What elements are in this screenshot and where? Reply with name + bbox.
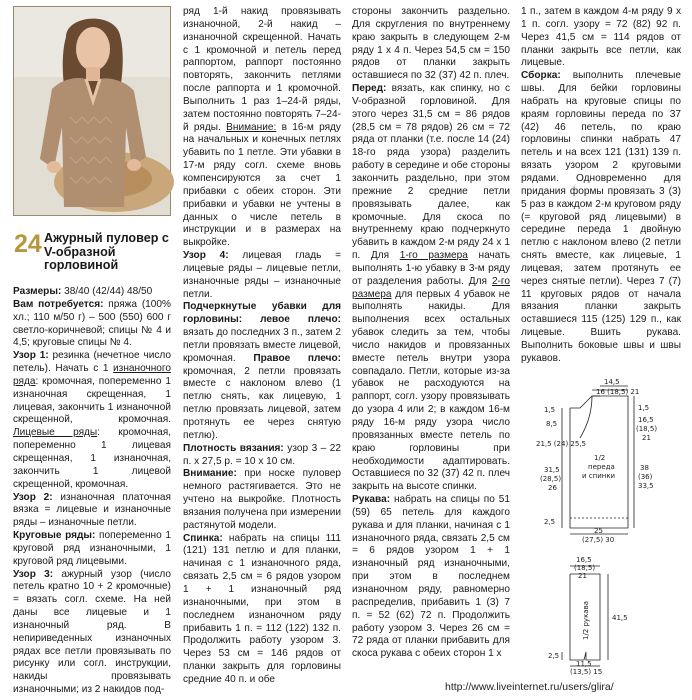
text: набрать на спицы по 51 (59) 65 петель для каждого рукава и для планки, начиная с 1 изнаночного ряда, связать 2,5 см = 6 рядов узором 1 + 1 изнаночный ряд изнаночными, при этом в последнем изнаночном ряду, равномерно распределив, прибавить 1 (3) 7 п. = 52 (62) 72 п. Продолжить работу узором 3. Через 26 см = 72 ряда от планки прибавить для скоса рукава с обеих сторон 1 x — [352, 494, 510, 660]
text-column-3 — [352, 6, 510, 661]
paragraph-gauge — [183, 443, 341, 469]
paragraph-pattern-1 — [13, 350, 171, 491]
label: Рукава: — [352, 494, 391, 506]
text: кромочная, 2 петли провязать вместе с наклоном влево (1 петлю снять, как лицевую, 1 петлю провязать лицевой, затем протянуть ее через снятую петлю). — [183, 365, 341, 441]
label: Узор 4: — [183, 250, 229, 262]
paragraph-pattern-2 — [13, 492, 171, 531]
text: : кромочная, попеременно 1 изнаночная скрещенная, 1 лицевая, закончить 1 изнаночной скрещенной, кромочная. — [13, 375, 171, 426]
text: вязать, как спинку, но с V-образной горловиной. Для этого через 31,5 см = 86 рядов (28,5 см = 78 рядов) 26 см = 72 ряда от планки (т.е. после 14 (24) 18-го ряда узора) разделить работу в середине и обе стороны закончить раздельно, при этом прежние 2 средние петли провязывать далее, как кромочные. Для скоса по внутреннему краю подчеркнуто убавить в каждом 2-м ряду 24 x 1 п. Для — [352, 83, 510, 262]
paragraph-sleeves — [352, 494, 510, 661]
text-column-1 — [13, 286, 171, 697]
sleeve-top-1: 16,5 — [576, 556, 592, 564]
dim-right-7: 33,5 — [638, 482, 654, 490]
label: Узор 2: — [13, 491, 53, 503]
paragraph-back-cont — [352, 6, 510, 83]
text: изнаночная платочная вязка = лицевые и изнаночные ряды – изнаночные петли. — [13, 491, 171, 529]
model-photo-illustration — [14, 7, 170, 215]
body-schema — [530, 378, 680, 544]
dim-right-5: 38 — [640, 464, 649, 472]
dim-top: 14,5 — [604, 378, 620, 386]
paragraph-pattern-3 — [13, 569, 171, 697]
text: : кромочная, попеременно 1 лицевая скрещенная, 1 изнаночная, закончить 1 лицевой скрещенной, кромочная. — [13, 427, 171, 490]
dim-right-6: (36) — [638, 473, 653, 481]
sleeve-center-label: 1/2 рукава — [582, 600, 590, 640]
text: пряжа (100% хл.; 110 м/50 г) – 500 (550) 600 г светло-коричневой; спицы № 4 и 4,5; круговые спицы № 4. — [13, 298, 171, 349]
text: попеременно 1 круговой ряд изнаночными, 1 круговой ряд лицевыми. — [13, 530, 171, 567]
text: узор 3 – 22 п. x 27,5 р. = 10 x 10 см. — [183, 442, 341, 467]
text: ряд 1-й накид провязывать изнаночной, 2-й накид – изнаночной скрещенной. Начать с 1 кромочной и петель перед раппортом, раппорт постоянно повторять, закончить петлями после раппорта и 1 кромочной. Выполнить 1 раз 1–24-й ряды, затем постоянно повторять 7–24-й ряды. — [183, 6, 341, 133]
paragraph-pattern-4 — [183, 250, 341, 301]
text: в 16-м ряду на начальных и конечных петлях убавить по 1 петле. Эти убавки в 17-м ряду согл. схеме вновь компенсируются за счет 1 прибавки с обеих сторон. Эти прибавки и убавки не учтены в данных о числе петель в инструкции и в размерах на выкройке. — [183, 121, 341, 249]
paragraph-round-rows — [13, 530, 171, 569]
dim-right-1: 1,5 — [638, 404, 650, 412]
paragraph-neck-decreases — [183, 301, 341, 442]
center-label-3: и спинки — [582, 472, 616, 480]
paragraph-back — [183, 533, 341, 687]
underlined: 2-го размера — [352, 275, 510, 300]
center-label-1: 1/2 — [594, 454, 606, 462]
label: Внимание: — [183, 468, 237, 480]
label: Вам потребуется: — [13, 298, 104, 310]
pattern-number: 24 — [14, 230, 42, 258]
sleeve-right: 41,5 — [612, 614, 628, 622]
paragraph-attention — [183, 468, 341, 532]
label: Подчеркнутые убавки для горловины: левое плечо: — [183, 301, 341, 326]
label: Сборка: — [521, 70, 561, 82]
center-label-2: переда — [588, 463, 615, 471]
label: Размеры: — [13, 286, 62, 297]
text: резинка (нечетное число петель). Начать с 1 — [13, 350, 172, 375]
text: набрать на спицы 111 (121) 131 петлю и для планки, начиная с 1 изнаночного ряда, связать 2,5 см = 6 рядов узором 1 + 1 изнаночный ряд изнаночными, при этом в последнем изнаночном ряду прибавить 1 п. = 112 (122) 132 п. Продолжить работу узором 3. Через 53 см = 146 рядов от планки закрыть для горловины средние 40 п. и обе — [183, 532, 341, 685]
sleeve-bottom-1: 11,5 — [576, 660, 592, 668]
text: вязать до последних 3 п., затем 2 петли провязать вместе лицевой, кромочная. — [183, 327, 341, 364]
text: при носке пуловер немного растягивается. Это не учтено на выкройке. Плотность вязания получена при измерении растянутой модели. — [183, 468, 341, 531]
dim-right-2: 16,5 — [638, 416, 654, 424]
text: для первых 4 убавок не выполнять накиды. Для выполнения всех остальных убавок следить за тем, чтобы число накидов и провязанных вместе петель внутри узора совпадало. Петли, которые из-за убавок не расходуются на раппорт, согл. узору провязывать до узора 4 или 2; в каждом 16-м ряду 16-м ряду узора число провязанных вместе петель по краю горловины при необходимости адаптировать. Оставшиеся по 32 (37) 42 п. плеч закрыть на высоте спинки. — [352, 288, 510, 493]
model-photo — [13, 6, 171, 216]
underlined: 1-го размера — [399, 250, 468, 262]
label: Правое плечо: — [253, 352, 341, 364]
label: Перед: — [352, 83, 387, 95]
label: Узор 3: — [13, 568, 54, 580]
sleeve-bottom-2: (13,5) 15 — [570, 668, 603, 676]
paragraph-assembly — [521, 70, 681, 365]
sleeve-schema — [548, 556, 668, 674]
sleeve-top-2: (18,5) — [574, 564, 596, 572]
paragraph-pattern-3-cont — [183, 6, 341, 250]
label: Плотность вязания: — [183, 442, 284, 454]
text: стороны закончить раздельно. Для скругления по внутреннему краю закрыть в следующем 2-м ряду 1 x 4 п. Через 54,5 см = 150 рядов от планки закрыть оставшиеся по 32 (37) 42 п. плеч. — [352, 6, 510, 82]
pattern-title: Ажурный пуловер с V-образной горловиной — [44, 231, 169, 272]
dim-left-7: 2,5 — [544, 518, 556, 526]
sleeve-top-3: 21 — [578, 572, 587, 580]
text: выполнить плечевые швы. Для бейки горловины набрать на круговые спицы по краям горловины переда по 37 (42) 46 петель, по краю горловины спинки набрать 47 петель и на всех 121 (131) 139 п. вязать узором 2 круговыми рядами. Одновременно для придания формы провязать 3 (3) 5 раз в каждом 2-м круговом ряду (= круговой ряд лицевыми) в середине переда 1 двойную петлю с наклоном влево (2 петли снять вместе, как лицевые, 1 лицевая, затем протянуть ее через снятые петли). Через 7 (7) 11 круговых рядов от начала вязания планки закрыть оставшиеся 115 (125) 129 п., как лицевые. Вшить рукава. Выполнить боковые швы и швы рукавов. — [521, 70, 681, 364]
underlined: Внимание: — [226, 121, 277, 133]
dim-left-6: 26 — [548, 484, 557, 492]
underlined: Лицевые ряды — [13, 427, 98, 439]
text: 38/40 (42/44) 48/50 — [61, 286, 153, 297]
dim-left-3: 21,5 (24) 25,5 — [536, 440, 586, 448]
text: 1 п., затем в каждом 4-м ряду 9 x 1 п. согл. узору = 72 (82) 92 п. Через 41,5 см = 114 рядов от планки закрыть все петли, как лицевые. — [521, 6, 681, 69]
text-column-2 — [183, 6, 341, 687]
dim-top-2: 16 (18,5) 21 — [596, 388, 640, 396]
underlined: изнаночного ряда — [13, 363, 171, 387]
label: Спинка: — [183, 532, 223, 544]
label: Узор 1: — [13, 350, 49, 362]
dim-bottom-2: (27,5) 30 — [582, 536, 615, 544]
dim-right-3: (18,5) — [636, 425, 658, 433]
paragraph-front — [352, 83, 510, 494]
dim-left-2: 8,5 — [546, 420, 558, 428]
dim-left-4: 31,5 — [544, 466, 560, 474]
dim-right-4: 21 — [642, 434, 651, 442]
text-column-4 — [521, 6, 681, 366]
dim-bottom-1: 25 — [594, 527, 603, 535]
text: лицевая гладь = лицевые ряды – лицевые петли, изнаночные ряды – изнаночные петли. — [183, 250, 342, 300]
dim-left-1: 1,5 — [544, 406, 556, 414]
text: начать выполнять 1-ю убавку в 3-м ряду от разделения работы. Для — [352, 250, 511, 287]
paragraph-materials — [13, 299, 171, 350]
label: Круговые ряды: — [13, 530, 96, 542]
paragraph-sizes — [13, 286, 171, 299]
watermark-url: http://www.liveinternet.ru/users/glira/ — [445, 681, 614, 693]
text: ажурный узор (число петель кратно 10 + 2 кромочные) = вязать согл. схеме. На ней даны все лицевые и 1 изнаночный ряд. В непириведенных изнаночных рядах все петли провязывать по рисунку или согл. инструкции, накиды провязывать изнаночными; из 2 накидов под- — [13, 568, 172, 696]
paragraph-sleeves-cont — [521, 6, 681, 70]
sleeve-left: 2,5 — [548, 652, 560, 660]
dim-left-5: (28,5) — [540, 475, 562, 483]
